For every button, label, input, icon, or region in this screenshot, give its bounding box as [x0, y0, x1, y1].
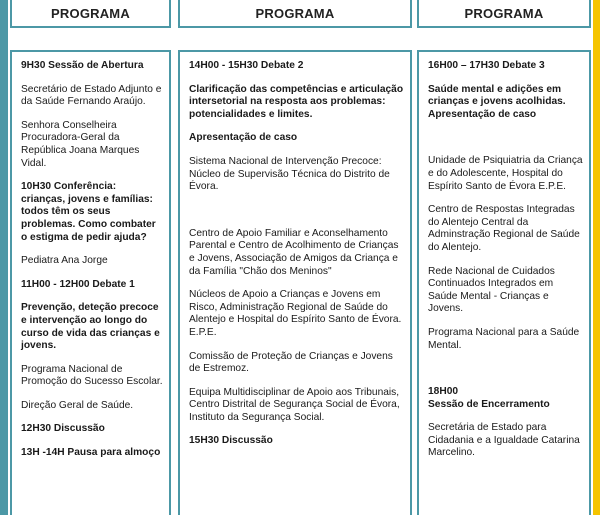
discussion-1530: 15H30 Discussão	[189, 435, 273, 447]
debate-3-participant-1: Unidade de Psiquiatria da Criança e do Adolescente, Hospital do Espírito Santo de Évora E.P.E.	[428, 155, 583, 192]
program-column-debate-2	[178, 50, 412, 515]
debate-2-participant-3: Núcleos de Apoio a Crianças e Jovens em Risco, Administração Regional de Saúde do Alentejo e Hospital do Espírito Santo de Évora. E.P.E.	[189, 289, 402, 338]
debate-1-topic: Prevenção, deteção precoce e intervenção ao longo do curso de vida das crianças e jovens.	[21, 302, 160, 352]
debate-2-participant-5: Equipa Multidisciplinar de Apoio aos Tribunais, Centro Distrital de Segurança Social de Évora, Instituto da Segurança Social.	[189, 386, 400, 423]
program-header-1: PROGRAMA	[10, 0, 171, 28]
debate-1-participant-1: Programa Nacional de Promoção do Sucesso Escolar.	[21, 363, 163, 388]
debate-3-topic: Saúde mental e adições em crianças e jovens acolhidas. Apresentação de caso	[428, 83, 566, 120]
debate-3-participant-4: Programa Nacional para a Saúde Mental.	[428, 326, 580, 351]
lunch-break: 13H -14H Pausa para almoço	[21, 447, 161, 459]
debate-3-title: 16H00 – 17H30 Debate 3	[428, 60, 545, 71]
program-column-morning	[10, 50, 171, 515]
speaker-attorney-general: Senhora Conselheira Procuradora-Geral da República Joana Marques Vidal.	[21, 119, 140, 169]
debate-1-title: 11H00 - 12H00 Debate 1	[21, 278, 135, 290]
debate-1-participant-2: Direção Geral de Saúde.	[21, 399, 134, 411]
program-column-debate-3	[417, 50, 591, 515]
right-decorative-band	[593, 0, 600, 515]
program-header-3: PROGRAMA	[417, 0, 591, 28]
case-presentation-label: Apresentação de caso	[189, 132, 298, 144]
conference-title: 10H30 Conferência: crianças, jovens e famílias: todos têm os seus problemas. Como combater o estigma de pedir ajuda?	[21, 181, 156, 243]
closing-time: 18H00	[428, 386, 459, 398]
program-header-2: PROGRAMA	[178, 0, 412, 28]
debate-2-participant-1: Sistema Nacional de Intervenção Precoce: Núcleo de Supervisão Técnica do Distrito de Évora.	[189, 155, 390, 193]
debate-3-participant-3: Rede Nacional de Cuidados Continuados Integrados em Saúde Mental - Crianças e Jovens.	[428, 265, 555, 315]
speaker-pediatrician: Pediatra Ana Jorge	[21, 255, 108, 267]
debate-2-participant-2: Centro de Apoio Familiar e Aconselhamento Parental e Centro de Acolhimento de Crianças e Jovens, Associação de Amigos da Criança e da Família "Chão dos Meninos"	[189, 227, 399, 277]
closing-speaker: Secretária de Estado para Cidadania e a Igualdade Catarina Marcelino.	[428, 422, 580, 459]
opening-session-title: 9H30 Sessão de Abertura	[21, 60, 144, 71]
closing-session-title: Sessão de Encerramento	[428, 398, 550, 410]
debate-2-title: 14H00 - 15H30 Debate 2	[189, 60, 304, 71]
debate-2-topic: Clarificação das competências e articulação intersetorial na resposta aos problemas: potencialidades e limites.	[189, 83, 404, 120]
speaker-secretary: Secretário de Estado Adjunto e da Saúde Fernando Araújo.	[21, 83, 162, 108]
left-decorative-band	[0, 0, 8, 515]
debate-2-participant-4: Comissão de Proteção de Crianças e Jovens de Estremoz.	[189, 350, 393, 375]
debate-3-participant-2: Centro de Respostas Integradas do Alentejo Central da Adminstração Regional de Saúde do Alentejo.	[428, 204, 580, 253]
discussion-1230: 12H30 Discussão	[21, 423, 105, 435]
